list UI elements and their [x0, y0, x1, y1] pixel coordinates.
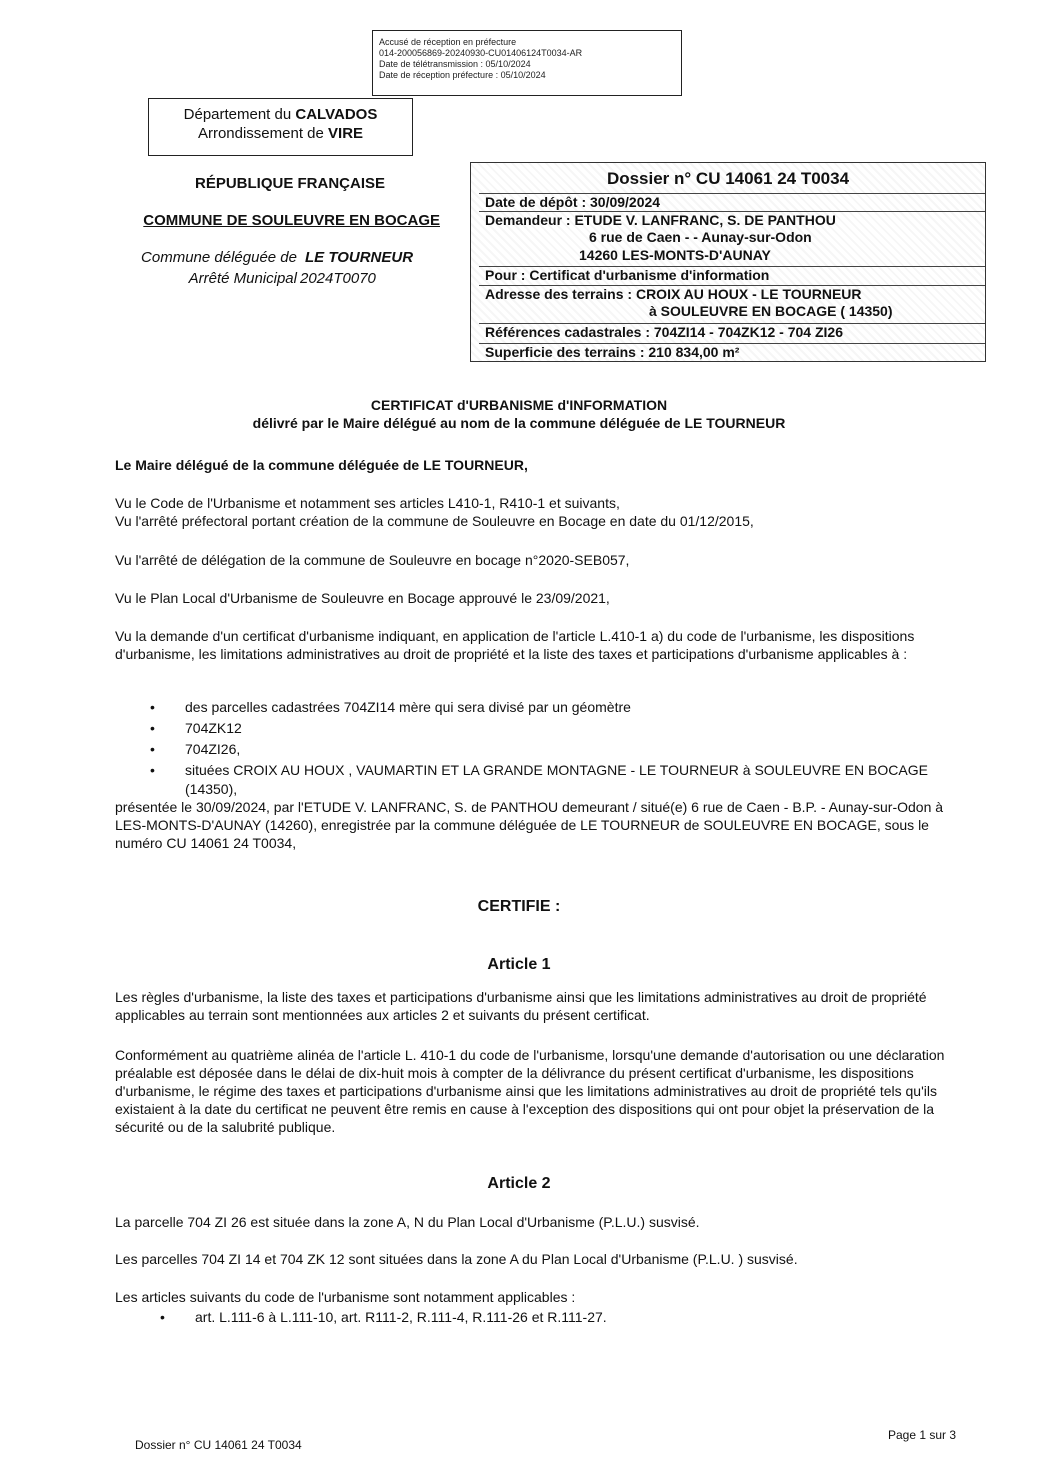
dossier-row-address2: 14260 LES-MONTS-D'AUNAY	[579, 247, 771, 263]
dossier-row-terrain: Adresse des terrains : CROIX AU HOUX - LE TOURNEUR	[479, 285, 985, 302]
certificate-title: CERTIFICAT d'URBANISME d'INFORMATION	[370, 397, 668, 413]
vu-plu: Vu le Plan Local d'Urbanisme de Souleuvre en Bocage approuvé le 23/09/2021,	[115, 590, 610, 606]
reception-stamp	[372, 30, 682, 96]
stamp-line: 014-200056869-20240930-CU01406124T0034-AR	[379, 48, 583, 58]
stamp-line: Date de réception préfecture : 05/10/2024	[379, 70, 546, 80]
department-line	[149, 105, 412, 124]
department-box	[148, 98, 413, 156]
vu-demande: Vu la demande d'un certificat d'urbanisme indiquant, en application de l'article L.410-1 a) du code de l'urbanisme, les dispositions d'urbanisme, les limitations administratives au droit de propriété et la liste des taxes et participations d'urbanisme applicables à :	[115, 628, 915, 662]
certificate-subtitle: délivré par le Maire délégué au nom de la commune déléguée de LE TOURNEUR	[252, 415, 786, 431]
footer-page-number: Page 1 sur 3	[888, 1428, 957, 1442]
article1-paragraph2: Conformément au quatrième alinéa de l'article L. 410-1 du code de l'urbanisme, lorsqu'une demande d'autorisation ou une déclaration préalable est déposée dans le délai de dix-huit mois à compter de la délivrance du présent certificat d'urbanisme, les dispositions d'urbanisme, le régime des taxes et participations d'urbanisme ainsi que les limitations administratives au droit de propriété tels qu'ils existaient à la date du certificat ne peuvent être remis en cause à l'exception des dispositions qui ont pour objet la préservation de la sécurité ou de la salubrité publique.	[115, 1047, 945, 1135]
dossier-row-demandeur: Demandeur : ETUDE V. LANFRANC, S. DE PANTHOU	[479, 211, 985, 228]
arrondissement-label: Arrondissement de	[197, 125, 324, 142]
delegated-commune-label: Commune déléguée de	[141, 249, 297, 266]
arrondissement-line	[149, 124, 412, 143]
dossier-row-pour: Pour : Certificat d'urbanisme d'information	[479, 266, 985, 283]
department-value: CALVADOS	[295, 106, 378, 123]
list-item: • 704ZI26,	[150, 740, 960, 759]
article2-paragraph1: La parcelle 704 ZI 26 est située dans la zone A, N du Plan Local d'Urbanisme (P.L.U.) susvisé.	[115, 1214, 700, 1230]
arrete-label: Arrêté Municipal	[188, 270, 297, 287]
department-label: Département du	[183, 106, 292, 123]
dossier-row-date: Date de dépôt : 30/09/2024	[479, 193, 985, 210]
dossier-box	[470, 162, 986, 362]
dossier-title: Dossier n° CU 14061 24 T0034	[606, 169, 850, 188]
article2-paragraph3: Les articles suivants du code de l'urbanisme sont notamment applicables :	[115, 1289, 576, 1305]
article1-heading: Article 1	[487, 956, 551, 973]
republic-heading: RÉPUBLIQUE FRANÇAISE	[194, 175, 385, 192]
presentee-paragraph: présentée le 30/09/2024, par l'ETUDE V. LANFRANC, S. de PANTHOU demeurant / situé(e) 6 rue de Caen - B.P. - Aunay-sur-Odon à LES-MONTS-D'AUNAY (14260), enregistrée par la commune déléguée de LE TOURNEUR de SOULEUVRE EN BOCAGE, sous le numéro CU 14061 24 T0034,	[115, 799, 944, 851]
delegated-commune-value: LE TOURNEUR	[305, 249, 414, 266]
parcel-list	[150, 698, 960, 799]
vu-code-urbanisme: Vu le Code de l'Urbanisme et notamment ses articles L410-1, R410-1 et suivants,	[115, 495, 620, 511]
vu-arrete-prefectoral: Vu l'arrêté préfectoral portant création de la commune de Souleuvre en Bocage en date du 01/12/2015,	[115, 513, 754, 529]
article2-paragraph2: Les parcelles 704 ZI 14 et 704 ZK 12 sont situées dans la zone A du Plan Local d'Urbanisme (P.L.U. ) susvisé.	[115, 1251, 798, 1267]
arrete-value: 2024T0070	[300, 270, 376, 287]
list-item: • situées CROIX AU HOUX , VAUMARTIN ET LA GRANDE MONTAGNE - LE TOURNEUR à SOULEUVRE EN BOCAGE (14350),	[150, 761, 960, 799]
stamp-line: Accusé de réception en préfecture	[379, 37, 517, 47]
arrondissement-value: VIRE	[328, 125, 364, 142]
dossier-row-cadastral: Références cadastrales : 704ZI14 - 704ZK12 - 704 ZI26	[479, 323, 985, 340]
certifie-heading: CERTIFIE :	[477, 898, 561, 915]
commune-heading: COMMUNE DE SOULEUVRE EN BOCAGE	[143, 212, 440, 229]
list-item: • des parcelles cadastrées 704ZI14 mère qui sera divisé par un géomètre	[150, 698, 960, 717]
list-item: • 704ZK12	[150, 719, 960, 738]
article1-paragraph1: Les règles d'urbanisme, la liste des taxes et participations d'urbanisme ainsi que les limitations administratives au droit de propriété applicables au terrain sont mentionnées aux articles 2 et suivants du présent certificat.	[115, 989, 927, 1023]
maire-line: Le Maire délégué de la commune déléguée de LE TOURNEUR,	[115, 457, 528, 473]
dossier-row-address1: 6 rue de Caen - - Aunay-sur-Odon	[589, 229, 812, 245]
footer-dossier: Dossier n° CU 14061 24 T0034	[135, 1438, 302, 1452]
stamp-line: Date de télétransmission : 05/10/2024	[379, 59, 531, 69]
article2-list	[160, 1308, 970, 1327]
vu-arrete-delegation: Vu l'arrêté de délégation de la commune de Souleuvre en bocage n°2020-SEB057,	[115, 552, 630, 568]
article2-heading: Article 2	[487, 1175, 551, 1192]
dossier-row-surface: Superficie des terrains : 210 834,00 m²	[479, 343, 985, 360]
dossier-row-terrain2: à SOULEUVRE EN BOCAGE ( 14350)	[649, 303, 893, 319]
list-item: • art. L.111-6 à L.111-10, art. R111-2, R.111-4, R.111-26 et R.111-27.	[160, 1308, 970, 1327]
